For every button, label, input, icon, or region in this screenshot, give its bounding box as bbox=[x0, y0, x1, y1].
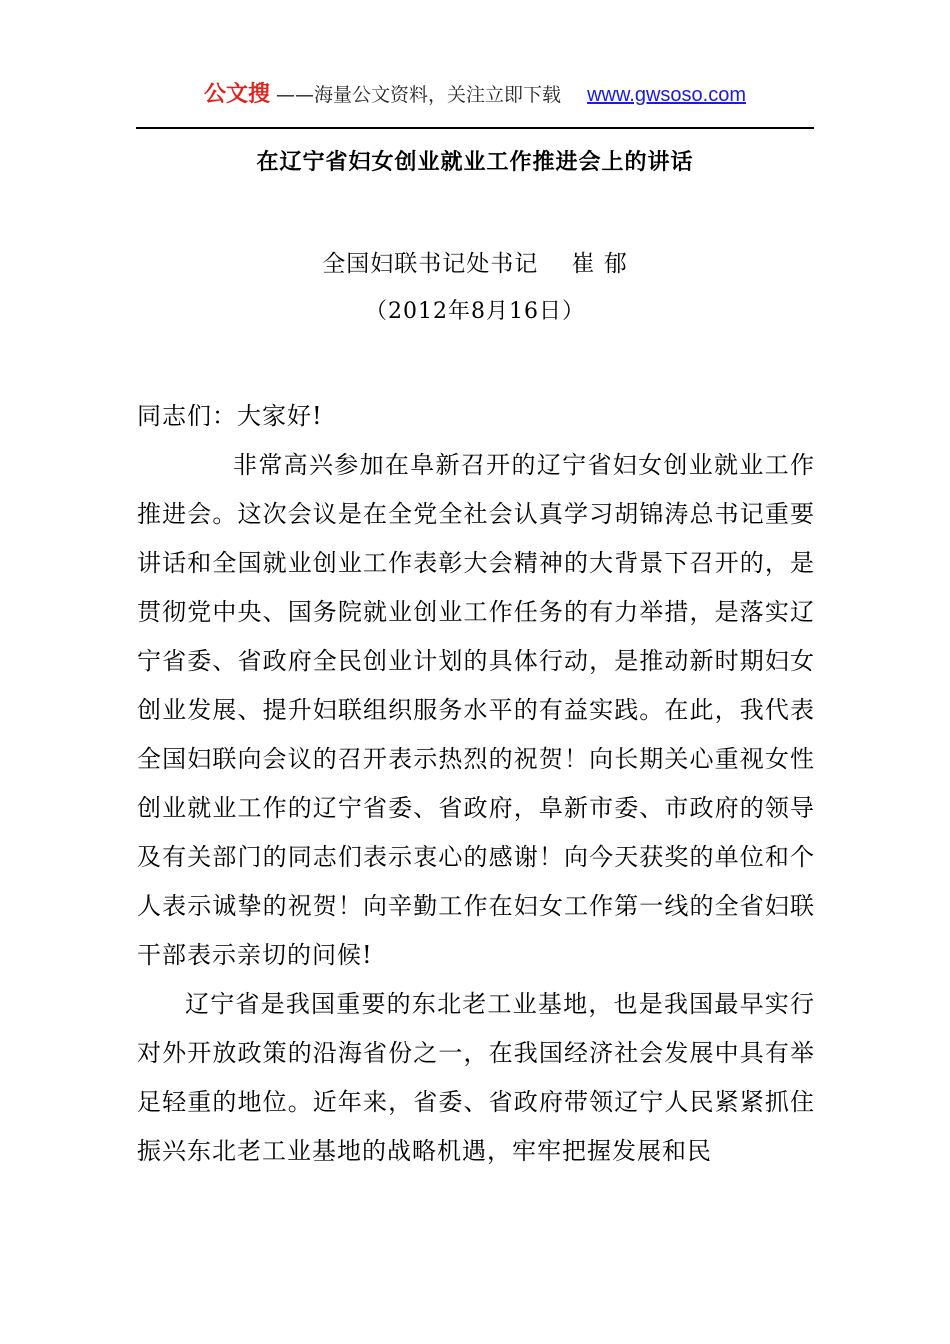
brand-name: 公文搜 bbox=[204, 82, 271, 107]
speaker-byline: 全国妇联书记处书记 崔 郁 bbox=[322, 251, 628, 277]
site-link[interactable]: www.gwsoso.com bbox=[587, 84, 746, 106]
speech-body bbox=[137, 392, 815, 1176]
salutation: 同志们：大家好! bbox=[137, 402, 323, 430]
speech-date: （2012年8月16日） bbox=[365, 299, 585, 324]
header-banner bbox=[0, 80, 950, 110]
body-paragraph: 非常高兴参加在阜新召开的辽宁省妇女创业就业工作推进会。这次会议是在全党全社会认真学习胡锦涛总书记重要讲话和全国就业创业工作表彰大会精神的大背景下召开的，是贯彻党中央、国务院就业创业工作任务的有力举措，是落实辽宁省委、省政府全民创业计划的具体行动，是推动新时期妇女创业发展、提升妇联组织服务水平的有益实践。在此，我代表全国妇联向会议的召开表示热烈的祝贺！向长期关心重视女性创业就业工作的辽宁省委、省政府，阜新市委、市政府的领导及有关部门的同志们表示衷心的感谢！向今天获奖的单位和个人表示诚挚的祝贺！向辛勤工作在妇女工作第一线的全省妇联干部表示亲切的问候! bbox=[137, 451, 815, 969]
document-title: 在辽宁省妇女创业就业工作推进会上的讲话 bbox=[256, 150, 694, 175]
body-paragraph: 辽宁省是我国重要的东北老工业基地，也是我国最早实行对外开放政策的沿海省份之一，在我国经济社会发展中具有举足轻重的地位。近年来，省委、省政府带领辽宁人民紧紧抓住振兴东北老工业基地的战略机遇，牢牢把握发展和民 bbox=[137, 990, 815, 1165]
header-tagline: ——海量公文资料，关注立即下载 bbox=[270, 84, 562, 106]
header-divider bbox=[136, 127, 814, 129]
